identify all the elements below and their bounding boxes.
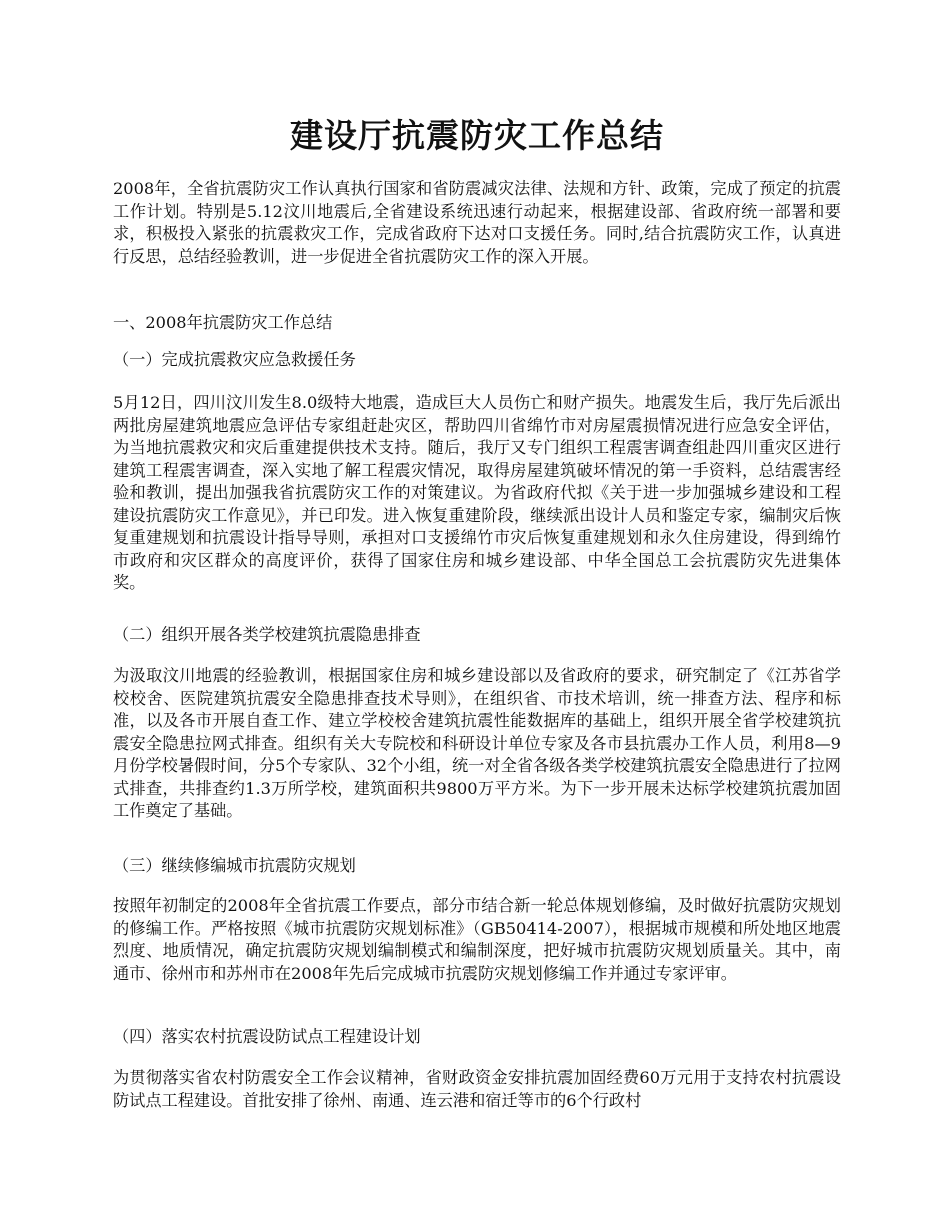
intro-paragraph: 2008年，全省抗震防灾工作认真执行国家和省防震减灾法律、法规和方针、政策，完成了预定的抗震工作计划。特别是5.12汶川地震后,全省建设系统迅速行动起来，根据建设部、省政府统一部署和要求，积极投入紧张的抗震救灾工作，完成省政府下达对口支援任务。同时,结合抗震防灾工作，认真进行反思，总结经验教训，进一步促进全省抗震防灾工作的深入开展。 <box>113 179 841 266</box>
subsection-body-4: 为贯彻落实省农村防震安全工作会议精神，省财政资金安排抗震加固经费60万元用于支持农村抗震设防试点工程建设。首批安排了徐州、南通、连云港和宿迁等市的6个行政村 <box>113 1068 841 1110</box>
subsection-heading-4: （四）落实农村抗震设防试点工程建设计划 <box>113 1027 421 1046</box>
subsection-body-2: 为汲取汶川地震的经验教训，根据国家住房和城乡建设部以及省政府的要求，研究制定了《江苏省学校校舍、医院建筑抗震安全隐患排查技术导则》，在组织省、市技术培训，统一排查方法、程序和标准，以及各市开展自查工作、建立学校校舍建筑抗震性能数据库的基础上，组织开展全省学校建筑抗震安全隐患拉网式排查。组织有关大专院校和科研设计单位专家及各市县抗震办工作人员，利用8—9月份学校暑假时间，分5个专家队、32个小组，统一对全省各级各类学校建筑抗震安全隐患进行了拉网式排查，共排查约1.3万所学校，建筑面积共9800万平方米。为下一步开展未达标学校建筑抗震加固工作奠定了基础。 <box>113 666 841 820</box>
subsection-body-1: 5月12日，四川汶川发生8.0级特大地震，造成巨大人员伤亡和财产损失。地震发生后，我厅先后派出两批房屋建筑地震应急评估专家组赶赴灾区，帮助四川省绵竹市对房屋震损情况进行应急安全评估，为当地抗震救灾和灾后重建提供技术支持。随后，我厅又专门组织工程震害调查组赴四川重灾区进行建筑工程震害调查，深入实地了解工程震灾情况，取得房屋建筑破坏情况的第一手资料，总结震害经验和教训，提出加强我省抗震防灾工作的对策建议。为省政府代拟《关于进一步加强城乡建设和工程建设抗震防灾工作意见》，并已印发。进入恢复重建阶段，继续派出设计人员和鉴定专家，编制灾后恢复重建规划和抗震设计指导导则，承担对口支援绵竹市灾后恢复重建规划和永久住房建设，得到绵竹市政府和灾区群众的高度评价，获得了国家住房和城乡建设部、中华全国总工会抗震防灾先进集体奖。 <box>113 393 841 592</box>
subsection-heading-3: （三）继续修编城市抗震防灾规划 <box>113 856 356 875</box>
section-heading-1: 一、2008年抗震防灾工作总结 <box>113 313 333 332</box>
subsection-heading-1: （一）完成抗震救灾应急救援任务 <box>113 350 356 369</box>
subsection-body-3: 按照年初制定的2008年全省抗震工作要点，部分市结合新一轮总体规划修编，及时做好抗震防灾规划的修编工作。严格按照《城市抗震防灾规划标准》（GB50414-2007），根据城市规模和所处地区地震烈度、地质情况，确定抗震防灾规划编制模式和编制深度，把好城市抗震防灾规划质量关。其中，南通市、徐州市和苏州市在2008年先后完成城市抗震防灾规划修编工作并通过专家评审。 <box>113 896 841 983</box>
subsection-heading-2: （二）组织开展各类学校建筑抗震隐患排查 <box>113 625 421 644</box>
document-title: 建设厅抗震防灾工作总结 <box>290 116 664 155</box>
